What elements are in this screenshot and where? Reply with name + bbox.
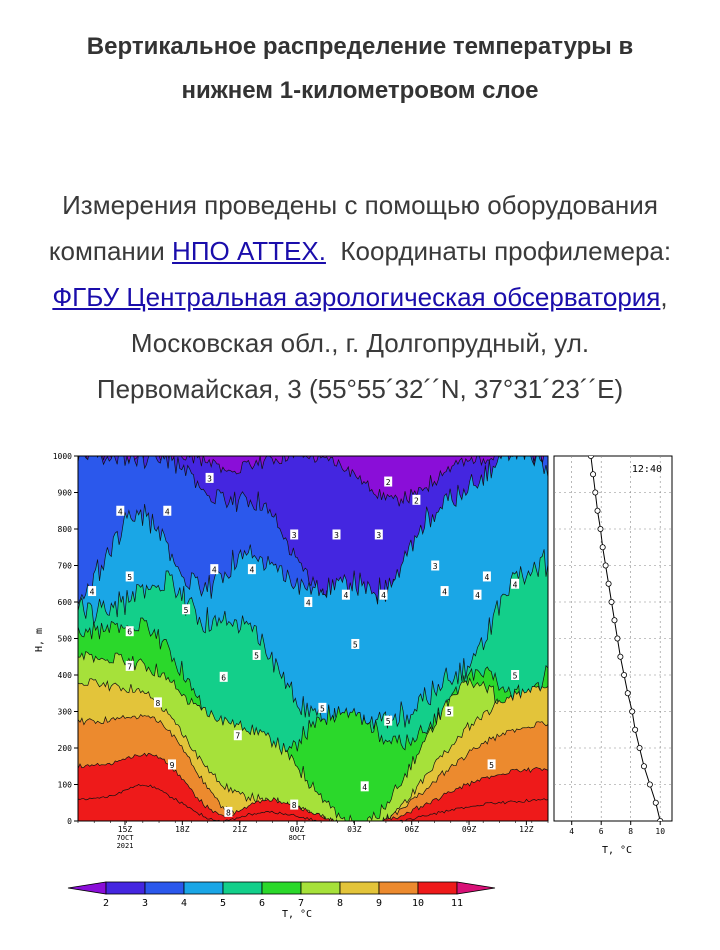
- contour-label: 3: [432, 562, 438, 571]
- contour-label: 3: [334, 530, 339, 540]
- profile-plot: [554, 453, 672, 856]
- contour-label: 2: [413, 496, 419, 506]
- contour-label: 4: [305, 598, 311, 608]
- x-tick-label: 09Z: [461, 825, 477, 834]
- x-date-label: 2021: [116, 842, 134, 850]
- info-line-1: Измерения проведены с помощью оборудования: [62, 190, 658, 220]
- contour-label: 5: [352, 640, 358, 650]
- x-tick-label: 03Z: [347, 825, 362, 834]
- contour-label: 4: [343, 591, 349, 601]
- x-tick-label: 21Z: [232, 825, 247, 834]
- profile-point: [595, 508, 600, 513]
- contour-label: 5: [127, 572, 133, 582]
- profile-point: [647, 782, 652, 787]
- x-tick-label: 15Z: [117, 825, 133, 834]
- profile-point: [590, 472, 595, 477]
- colorbar: [68, 882, 495, 920]
- cao-link[interactable]: ФГБУ Центральная аэрологическая обсерватория: [52, 282, 661, 312]
- contour-label: 4: [362, 782, 368, 792]
- colorbar-tick-label: 11: [450, 898, 464, 909]
- y-tick-label: 0: [67, 817, 72, 826]
- info-text: Координаты профилемера:: [325, 236, 672, 266]
- colorbar-cell: [223, 882, 262, 894]
- contour-label: 5: [385, 717, 391, 727]
- profile-point: [633, 727, 638, 732]
- colorbar-low-arrow: [68, 882, 106, 894]
- y-tick-label: 800: [57, 525, 72, 534]
- colorbar-tick-label: 10: [411, 898, 425, 909]
- colorbar-cell: [262, 882, 301, 894]
- colorbar-cell: [340, 882, 379, 894]
- info-line-5: Первомайская, 3 (55°55´32´´N, 37°31´23´´E): [96, 374, 624, 404]
- colorbar-cells: [68, 882, 495, 894]
- colorbar-cell: [418, 882, 457, 894]
- profile-point: [588, 453, 593, 458]
- info-text: ,: [660, 282, 668, 312]
- y-tick-label: 500: [57, 634, 72, 644]
- colorbar-high-arrow: [457, 882, 495, 894]
- profile-x-axis: [569, 821, 665, 836]
- profile-point: [606, 581, 611, 586]
- profile-point: [600, 545, 605, 550]
- contour-label: 4: [512, 580, 518, 590]
- contour-label: 5: [489, 760, 495, 770]
- profile-point: [621, 672, 626, 677]
- contour-label: 5: [183, 605, 189, 615]
- profile-point: [612, 618, 617, 623]
- profile-point: [630, 709, 635, 714]
- contour-label: 4: [89, 587, 95, 597]
- contour-label: 5: [512, 671, 518, 681]
- contour-label: 4: [475, 591, 480, 601]
- profile-point: [593, 490, 598, 495]
- colorbar-cell: [145, 882, 184, 894]
- contour-label: 8: [291, 801, 297, 811]
- profile-x-tick-label: 10: [655, 827, 666, 836]
- x-tick-label: 12Z: [519, 825, 534, 834]
- contour-label: 8: [155, 698, 161, 708]
- colorbar-cell: [184, 882, 223, 894]
- colorbar-tick-label: 4: [180, 898, 188, 909]
- colorbar-tick-label: 7: [297, 898, 305, 909]
- contour-label: 4: [117, 507, 123, 517]
- info-line-4: Московская обл., г. Долгопрудный, ул.: [130, 328, 590, 358]
- colorbar-cell: [379, 882, 418, 894]
- contour-label: 5: [446, 708, 452, 717]
- colorbar-cell: [301, 882, 340, 894]
- info-line-2: [0, 228, 720, 274]
- info-line-3: [0, 274, 720, 320]
- contour-label: 4: [381, 591, 386, 601]
- info-text: компании: [48, 236, 173, 266]
- heatmap-y-axis: [53, 452, 78, 826]
- y-tick-label: 700: [57, 561, 72, 571]
- contour-label: 4: [442, 587, 448, 597]
- contour-label: 4: [249, 565, 255, 575]
- profile-x-label: T, °C: [601, 845, 633, 856]
- profile-point: [609, 599, 614, 604]
- contour-label: 3: [376, 530, 382, 540]
- profile-point: [603, 563, 608, 568]
- colorbar-cell: [106, 882, 145, 894]
- heatmap-x-axis: [78, 821, 548, 850]
- colorbar-tick-label: 8: [336, 898, 344, 909]
- colorbar-label: T, °C: [281, 909, 313, 920]
- x-tick-label: 06Z: [404, 825, 419, 834]
- y-tick-label: 600: [57, 598, 72, 607]
- profile-point: [615, 636, 620, 641]
- y-tick-label: 1000: [52, 452, 72, 461]
- title-line-2: нижнем 1-километровом слое: [181, 77, 539, 104]
- y-axis-label: H, m: [34, 627, 45, 653]
- contour-label: 2: [385, 478, 391, 488]
- x-date-label: 8OCT: [288, 834, 306, 842]
- profile-time-label: 12:40: [631, 464, 662, 475]
- colorbar-tick-label: 2: [102, 898, 110, 909]
- colorbar-tick-label: 5: [219, 898, 227, 909]
- contour-label: 3: [207, 474, 213, 484]
- profile-point: [618, 654, 623, 659]
- page-title: [0, 25, 720, 113]
- y-tick-label: 100: [57, 780, 72, 790]
- profile-point: [637, 745, 642, 750]
- contour-label: 4: [164, 507, 170, 517]
- contour-label: 5: [319, 704, 325, 714]
- colorbar-tick-label: 3: [141, 898, 149, 909]
- profile-point: [653, 800, 658, 805]
- profile-x-tick-label: 4: [569, 827, 575, 836]
- y-tick-label: 400: [57, 671, 72, 680]
- contour-label: 4: [484, 572, 490, 582]
- heatmap-plot: [34, 449, 548, 850]
- x-tick-label: 18Z: [175, 825, 190, 834]
- x-date-label: 7OCT: [116, 834, 134, 842]
- contour-label: 6: [127, 627, 133, 637]
- contour-label: 4: [211, 565, 217, 575]
- temperature-chart: [0, 440, 720, 930]
- profile-x-tick-label: 8: [628, 827, 634, 836]
- y-tick-label: 200: [57, 744, 72, 753]
- y-tick-label: 300: [57, 707, 72, 717]
- profile-x-tick-label: 6: [598, 827, 604, 836]
- x-tick-label: 00Z: [289, 825, 305, 834]
- contour-label: 7: [127, 662, 133, 672]
- colorbar-tick-label: 9: [375, 898, 383, 909]
- contour-label: 7: [235, 731, 241, 741]
- contour-label: 5: [254, 651, 260, 661]
- isotherm-bands: [78, 449, 548, 829]
- measurement-info: [0, 182, 720, 412]
- profile-point: [625, 691, 630, 696]
- attex-link[interactable]: НПО АТТЕХ.: [172, 236, 326, 266]
- profile-point: [598, 526, 603, 531]
- title-line-1: Вертикальное распределение температуры в: [86, 33, 634, 60]
- y-tick-label: 900: [57, 488, 72, 498]
- contour-label: 6: [221, 673, 227, 683]
- colorbar-tick-label: 6: [258, 898, 266, 909]
- contour-label: 3: [291, 530, 297, 540]
- colorbar-ticks: [103, 898, 463, 909]
- contour-label: 9: [169, 760, 175, 770]
- profile-point: [641, 764, 646, 769]
- contour-label: 8: [225, 808, 231, 818]
